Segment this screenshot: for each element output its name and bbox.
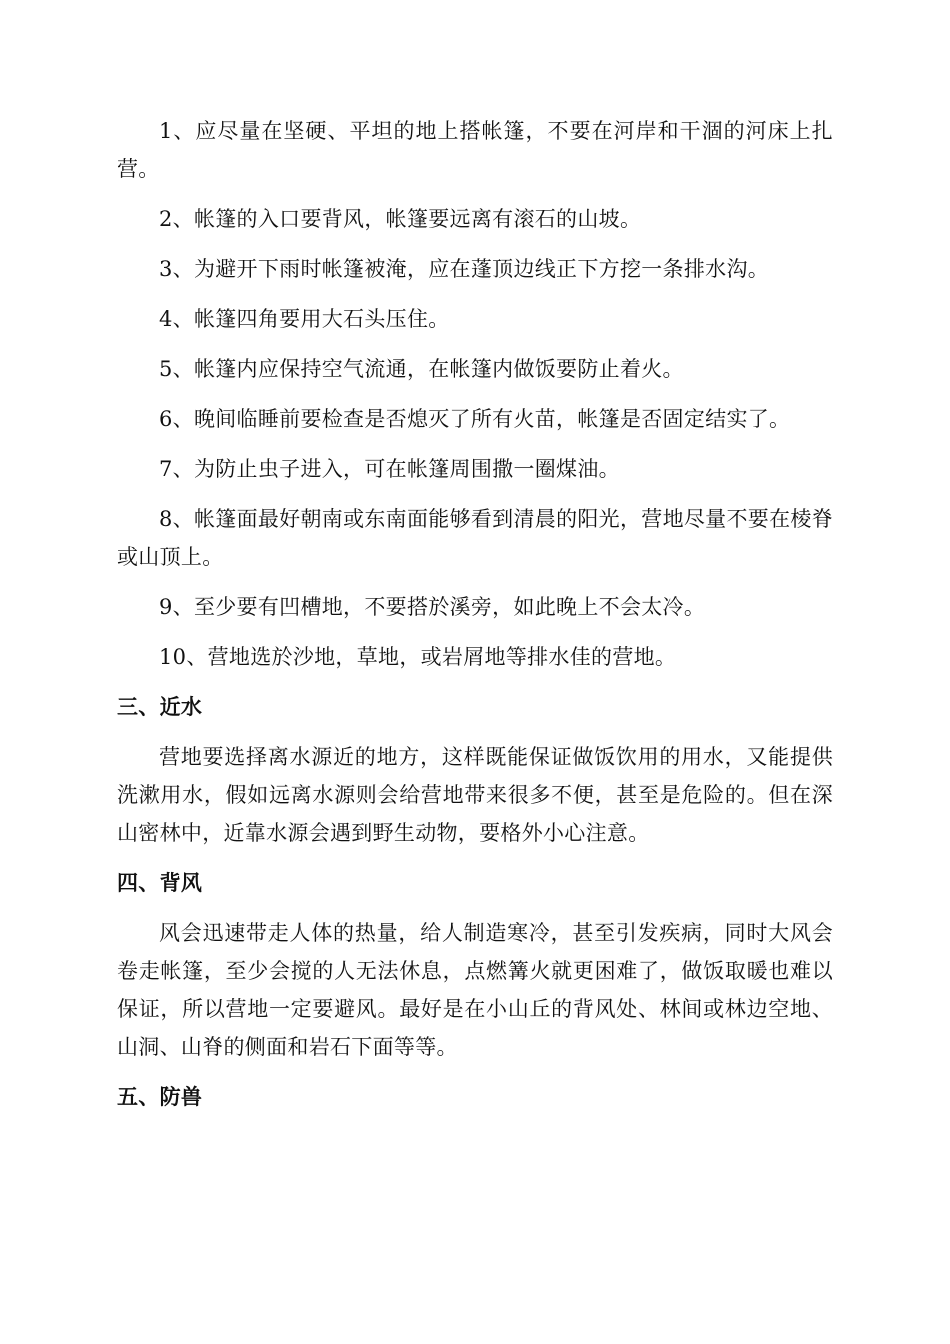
list-item-2: 2、帐篷的入口要背风，帐篷要远离有滚石的山坡。 (159, 207, 642, 231)
list-item-8: 8、帐篷面最好朝南或东南面能够看到清晨的阳光，营地尽量不要在棱脊或山顶上。 (117, 507, 833, 569)
section-heading-leeward: 四、背风 (117, 871, 203, 895)
section-body-near-water: 营地要选择离水源近的地方，这样既能保证做饭饮用的用水，又能提供洗漱用水，假如远离水源则会给营地带来很多不便，甚至是危险的。但在深山密林中，近靠水源会遇到野生动物，要格外小心注意。 (117, 745, 833, 845)
document-content (117, 112, 833, 1128)
list-item-1: 1、应尽量在坚硬、平坦的地上搭帐篷，不要在河岸和干涸的河床上扎营。 (117, 119, 833, 181)
list-item-3: 3、为避开下雨时帐篷被淹，应在蓬顶边线正下方挖一条排水沟。 (159, 257, 770, 281)
list-item-6: 6、晚间临睡前要检查是否熄灭了所有火苗，帐篷是否固定结实了。 (159, 407, 791, 431)
section-body-leeward: 风会迅速带走人体的热量，给人制造寒冷，甚至引发疾病，同时大风会卷走帐篷，至少会搅的人无法休息，点燃篝火就更困难了，做饭取暖也难以保证，所以营地一定要避风。最好是在小山丘的背风处、林间或林边空地、山洞、山脊的侧面和岩石下面等等。 (117, 921, 833, 1059)
section-heading-animal-protection: 五、防兽 (117, 1085, 203, 1109)
list-item-4: 4、帐篷四角要用大石头压住。 (159, 307, 450, 331)
list-item-10: 10、营地选於沙地，草地，或岩屑地等排水佳的营地。 (159, 645, 677, 669)
list-item-7: 7、为防止虫子进入，可在帐篷周围撒一圈煤油。 (159, 457, 620, 481)
section-heading-near-water: 三、近水 (117, 695, 203, 719)
list-item-9: 9、至少要有凹槽地，不要搭於溪旁，如此晚上不会太冷。 (159, 595, 706, 619)
list-item-5: 5、帐篷内应保持空气流通，在帐篷内做饭要防止着火。 (159, 357, 684, 381)
